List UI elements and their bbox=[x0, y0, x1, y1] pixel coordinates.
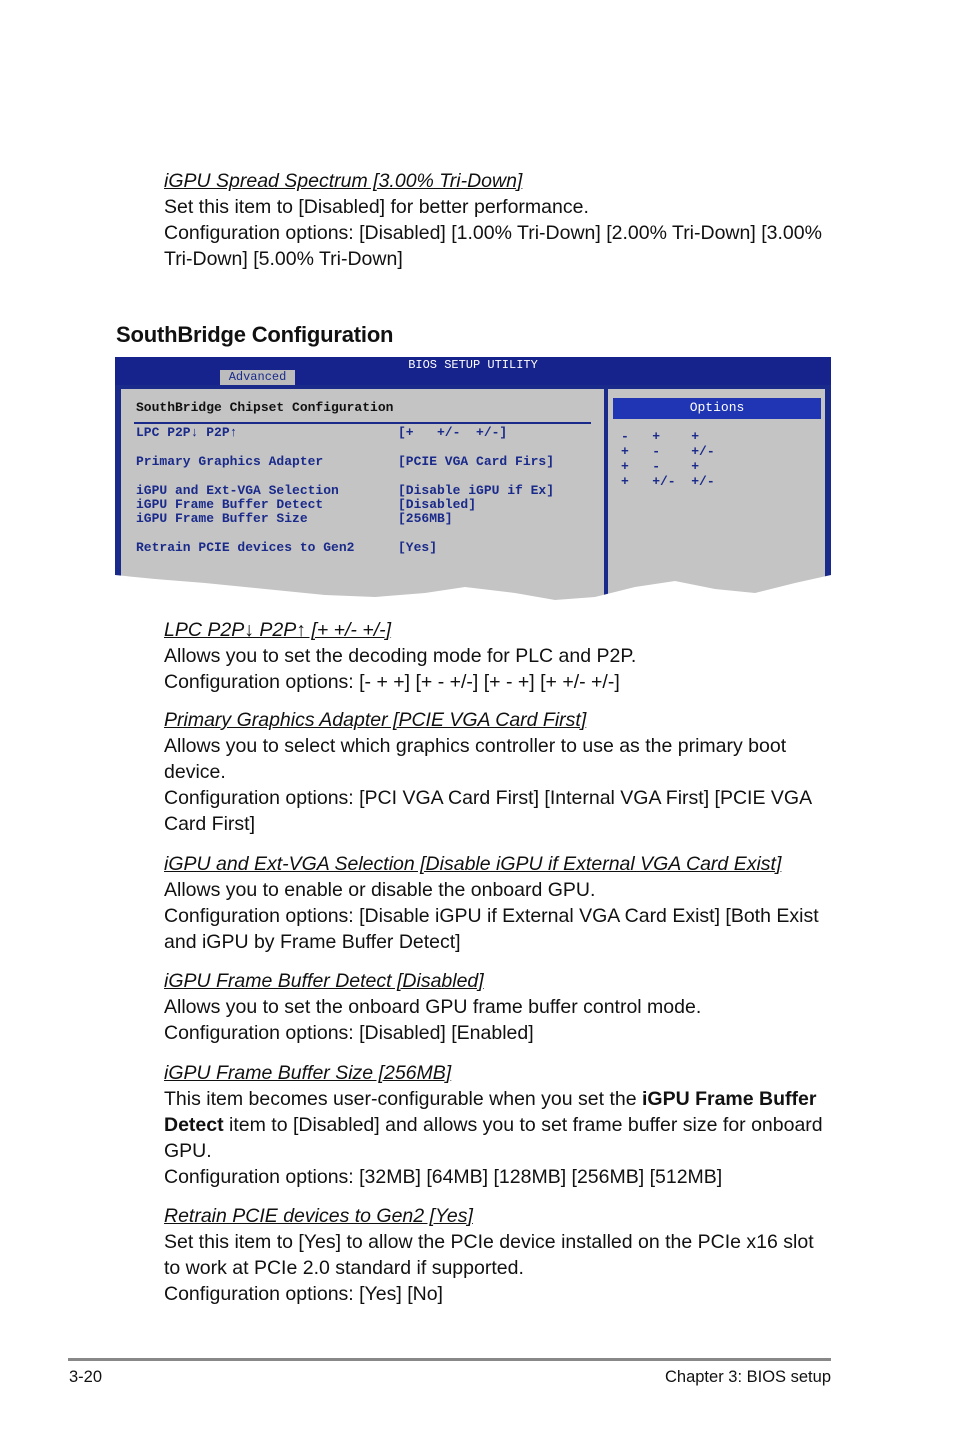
item-text-bold: Detect bbox=[164, 1114, 224, 1136]
bios-row-label[interactable]: LPC P2P↓ P2P↑ bbox=[136, 425, 238, 440]
item-text: Card First] bbox=[164, 813, 256, 835]
item-title: LPC P2P↓ P2P↑ [+ +/- +/-] bbox=[164, 619, 392, 641]
option-symbols: + +/- +/- bbox=[621, 474, 715, 489]
item-text: Configuration options: [Disabled] [Enabled] bbox=[164, 1022, 534, 1044]
options-title: Options bbox=[689, 400, 745, 415]
bios-title: BIOS SETUP UTILITY bbox=[408, 358, 538, 372]
item-igpu-spread-spectrum bbox=[164, 168, 834, 272]
item-text: GPU. bbox=[164, 1140, 212, 1162]
item-text: and iGPU by Frame Buffer Detect] bbox=[164, 931, 461, 953]
item-text: Allows you to set the decoding mode for PLC and P2P. bbox=[164, 645, 637, 667]
item-title: Retrain PCIE devices to Gen2 [Yes] bbox=[164, 1205, 473, 1227]
item-title: iGPU Frame Buffer Detect [Disabled] bbox=[164, 970, 484, 992]
item-text: Configuration options: [Yes] [No] bbox=[164, 1283, 443, 1305]
bios-row-label[interactable]: iGPU and Ext-VGA Selection bbox=[136, 483, 339, 498]
item-text: Allows you to enable or disable the onboard GPU. bbox=[164, 879, 596, 901]
chapter-label: Chapter 3: BIOS setup bbox=[664, 1368, 831, 1386]
item-igpu-ext-vga-selection bbox=[164, 851, 834, 955]
bios-row-value[interactable]: [256MB] bbox=[398, 511, 453, 526]
torn-edge-mask bbox=[115, 357, 831, 601]
item-title: iGPU Spread Spectrum [3.00% Tri-Down] bbox=[164, 170, 523, 192]
option-symbols: - + + bbox=[621, 429, 700, 444]
item-title: Primary Graphics Adapter [PCIE VGA Card First] bbox=[164, 709, 587, 731]
item-text: Allows you to select which graphics controller to use as the primary boot bbox=[164, 735, 787, 757]
bios-row-value[interactable]: [PCIE VGA Card Firs] bbox=[398, 454, 555, 469]
item-text: Tri-Down] [5.00% Tri-Down] bbox=[164, 248, 403, 270]
item-retrain-pcie bbox=[164, 1203, 834, 1307]
item-text: Configuration options: [Disabled] [1.00% Tri-Down] [2.00% Tri-Down] [3.00% bbox=[164, 222, 822, 244]
bios-row-value[interactable]: [Disable iGPU if Ex] bbox=[398, 483, 555, 498]
option-symbols: + - +/- bbox=[621, 444, 715, 459]
bios-screenshot bbox=[115, 357, 831, 601]
option-symbols: + - + bbox=[621, 459, 700, 474]
item-text: device. bbox=[164, 761, 226, 783]
item-text: Set this item to [Disabled] for better performance. bbox=[164, 196, 589, 218]
item-text: Allows you to set the onboard GPU frame buffer control mode. bbox=[164, 996, 702, 1018]
item-text-bold: iGPU Frame Buffer bbox=[642, 1088, 817, 1110]
item-igpu-frame-buffer-detect bbox=[164, 968, 834, 1046]
section-heading: SouthBridge Configuration bbox=[116, 322, 394, 347]
item-text: Configuration options: [Disable iGPU if External VGA Card Exist] [Both Exist bbox=[164, 905, 819, 927]
item-title: iGPU and Ext-VGA Selection [Disable iGPU if External VGA Card Exist] bbox=[164, 853, 782, 875]
panel-title: SouthBridge Chipset Configuration bbox=[136, 400, 394, 415]
bios-row-label[interactable]: Primary Graphics Adapter bbox=[136, 454, 324, 469]
footer-divider bbox=[68, 1358, 831, 1361]
bios-row-value[interactable]: [+ +/- +/-] bbox=[398, 425, 508, 440]
item-title: iGPU Frame Buffer Size [256MB] bbox=[164, 1062, 452, 1084]
item-text: Configuration options: [- + +] [+ - +/-] [+ - +] [+ +/- +/-] bbox=[164, 671, 620, 693]
item-text: to work at PCIe 2.0 standard if supported. bbox=[164, 1257, 524, 1279]
item-text bbox=[164, 1086, 834, 1112]
item-igpu-frame-buffer-size bbox=[164, 1060, 834, 1190]
bios-row-label[interactable]: iGPU Frame Buffer Size bbox=[136, 511, 308, 526]
item-text-part: item to [Disabled] and allows you to set frame buffer size for onboard bbox=[223, 1114, 823, 1136]
item-primary-graphics-adapter bbox=[164, 707, 834, 837]
bios-row-label[interactable]: iGPU Frame Buffer Detect bbox=[136, 497, 324, 512]
tab-advanced[interactable]: Advanced bbox=[220, 370, 295, 385]
item-text: Set this item to [Yes] to allow the PCIe device installed on the PCIe x16 slot bbox=[164, 1231, 814, 1253]
item-text bbox=[164, 1112, 834, 1138]
bios-row-label[interactable]: Retrain PCIE devices to Gen2 bbox=[136, 540, 355, 555]
item-text-part: This item becomes user-configurable when you set the bbox=[164, 1088, 642, 1110]
item-lpc-p2p bbox=[164, 617, 834, 695]
bios-row-value[interactable]: [Disabled] bbox=[398, 497, 477, 512]
page-number: 3-20 bbox=[69, 1368, 103, 1386]
item-text: Configuration options: [32MB] [64MB] [128MB] [256MB] [512MB] bbox=[164, 1166, 723, 1188]
item-text: Configuration options: [PCI VGA Card First] [Internal VGA First] [PCIE VGA bbox=[164, 787, 813, 809]
bios-row-value[interactable]: [Yes] bbox=[398, 540, 438, 555]
